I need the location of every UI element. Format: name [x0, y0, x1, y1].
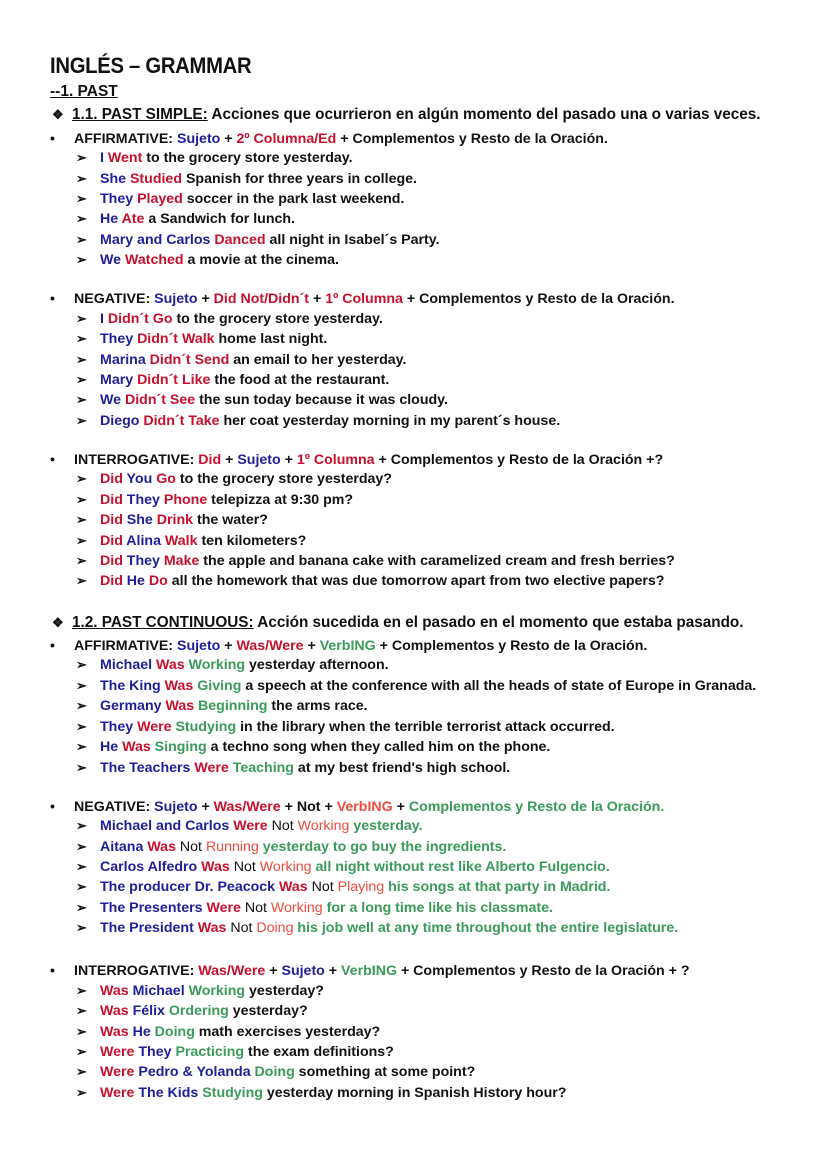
text-segment: Complementos y Resto de la Oración.	[408, 799, 665, 815]
text-segment: in the library when the terrible terrorist attack occurred.	[236, 719, 615, 735]
text-segment: Did	[100, 492, 127, 508]
text-segment: the water?	[193, 512, 268, 528]
arrow-bullet-icon: ➢	[76, 252, 87, 267]
example-sentence	[76, 391, 448, 409]
arrow-bullet-icon: ➢	[76, 839, 87, 854]
example-sentence	[76, 1043, 394, 1061]
arrow-bullet-icon: ➢	[76, 372, 87, 387]
text-segment: The President	[100, 920, 198, 936]
text-segment: Michael	[100, 657, 156, 673]
diamond-bullet-icon: ❖	[52, 107, 64, 122]
arrow-bullet-icon: ➢	[76, 413, 87, 428]
example-sentence	[76, 210, 295, 228]
text-segment: to the grocery store yesterday?	[175, 471, 392, 487]
rule-line	[50, 961, 690, 980]
text-segment: Make	[163, 553, 200, 569]
arrow-bullet-icon: ➢	[76, 171, 87, 186]
text-segment: Michael and Carlos	[100, 818, 234, 834]
text-segment: Went	[107, 150, 143, 166]
text-segment: Carlos Alfedro	[100, 859, 202, 875]
text-segment: +	[309, 291, 326, 307]
text-segment: math exercises yesterday?	[194, 1024, 381, 1040]
text-segment: Was	[100, 983, 133, 999]
text-segment: to the grocery store yesterday.	[172, 311, 383, 327]
text-segment: Alina	[126, 533, 165, 549]
text-segment: Was	[147, 839, 180, 855]
text-segment: +	[303, 638, 320, 654]
arrow-bullet-icon: ➢	[76, 859, 87, 874]
example-sentence	[76, 310, 383, 328]
text-segment: They	[138, 1044, 176, 1060]
text-segment: You	[126, 471, 157, 487]
text-segment: Michael	[132, 983, 189, 999]
text-segment: Didn´t See	[124, 392, 196, 408]
text-segment: 1º Columna	[296, 452, 375, 468]
text-segment: a movie at the cinema.	[183, 252, 339, 268]
text-segment: Marina	[100, 352, 150, 368]
text-segment: AFFIRMATIVE:	[74, 638, 177, 654]
example-sentence	[76, 491, 353, 509]
text-segment: an email to her yesterday.	[229, 352, 407, 368]
text-segment: yesterday morning in Spanish History hour?	[262, 1085, 567, 1101]
text-segment: Acción sucedida en el pasado en el momento que estaba pasando.	[253, 614, 744, 631]
text-segment: +	[280, 452, 297, 468]
text-segment: Working	[188, 983, 246, 999]
rule-line	[50, 636, 647, 655]
text-segment: Playing	[337, 879, 385, 895]
text-segment: He	[100, 739, 123, 755]
text-segment: Walk	[164, 533, 198, 549]
text-segment: Singing	[154, 739, 207, 755]
text-segment: NEGATIVE:	[74, 291, 155, 307]
rule-line	[50, 797, 664, 816]
text-segment: I	[100, 311, 108, 327]
text-segment: all night in Isabel´s Party.	[265, 232, 440, 248]
arrow-bullet-icon: ➢	[76, 191, 87, 206]
text-segment: Were	[137, 719, 176, 735]
text-segment: Sujeto	[176, 131, 221, 147]
text-segment: yesterday to go buy the ingredients.	[258, 839, 507, 855]
text-segment: Were	[100, 1085, 139, 1101]
example-sentence	[76, 858, 610, 876]
text-segment: Sujeto	[154, 291, 198, 307]
text-segment: VerbING	[341, 963, 397, 979]
text-segment: +	[197, 799, 214, 815]
text-segment: The Teachers	[100, 760, 195, 776]
example-sentence	[76, 899, 553, 917]
example-sentence	[76, 552, 675, 570]
text-segment: soccer in the park last weekend.	[182, 191, 405, 207]
text-segment: +	[197, 291, 214, 307]
text-segment: +	[265, 963, 282, 979]
text-segment: the food at the restaurant.	[210, 372, 390, 388]
text-segment: Studying	[202, 1085, 263, 1101]
arrow-bullet-icon: ➢	[76, 1044, 87, 1059]
example-sentence	[76, 572, 664, 590]
text-segment: her coat yesterday morning in my parent´s house.	[219, 413, 561, 429]
example-sentence	[76, 1023, 380, 1041]
text-segment: +	[324, 963, 342, 979]
example-sentence	[76, 677, 756, 695]
text-segment: a Sandwich for lunch.	[144, 211, 295, 227]
arrow-bullet-icon: ➢	[76, 553, 87, 568]
arrow-bullet-icon: ➢	[76, 471, 87, 486]
text-segment: all night without rest like Alberto Fulgencio.	[311, 859, 610, 875]
example-sentence	[76, 759, 510, 777]
text-segment: Doing	[154, 1024, 195, 1040]
arrow-bullet-icon: ➢	[76, 1085, 87, 1100]
text-segment: The King	[100, 678, 165, 694]
arrow-bullet-icon: ➢	[76, 150, 87, 165]
example-sentence	[76, 170, 417, 188]
text-segment: Was	[165, 698, 199, 714]
example-sentence	[76, 511, 268, 529]
text-segment: The Kids	[138, 1085, 203, 1101]
text-segment: Running	[205, 839, 259, 855]
bullet-icon: •	[50, 962, 55, 978]
example-sentence	[76, 149, 353, 167]
text-segment: at my best friend's high school.	[293, 760, 511, 776]
text-segment: Not	[244, 900, 271, 916]
arrow-bullet-icon: ➢	[76, 900, 87, 915]
text-segment: Didn´t Take	[143, 413, 220, 429]
text-segment: his job well at any time throughout the entire legislature.	[293, 920, 679, 936]
text-segment: They	[100, 719, 138, 735]
text-segment: Doing	[256, 920, 294, 936]
text-segment: Practicing	[175, 1044, 245, 1060]
text-segment: Félix	[132, 1003, 169, 1019]
text-segment: 1.2. PAST CONTINUOUS:	[72, 614, 254, 631]
bullet-icon: •	[50, 451, 55, 467]
text-segment: Pedro & Yolanda	[138, 1064, 255, 1080]
example-sentence	[76, 838, 506, 856]
arrow-bullet-icon: ➢	[76, 1064, 87, 1079]
text-segment: He	[132, 1024, 155, 1040]
text-segment: Giving	[197, 678, 242, 694]
text-segment: INTERROGATIVE:	[74, 452, 199, 468]
arrow-bullet-icon: ➢	[76, 331, 87, 346]
arrow-bullet-icon: ➢	[76, 311, 87, 326]
text-segment: Were	[100, 1044, 139, 1060]
text-segment: the exam definitions?	[244, 1044, 394, 1060]
section-heading	[52, 614, 744, 632]
text-segment: all the homework that was due tomorrow apart from two elective papers?	[167, 573, 665, 589]
example-sentence	[76, 1063, 475, 1081]
arrow-bullet-icon: ➢	[76, 698, 87, 713]
text-segment: Were	[100, 1064, 139, 1080]
text-segment: Were	[233, 818, 272, 834]
text-segment: +	[392, 799, 409, 815]
text-segment: I	[100, 150, 108, 166]
text-segment: Did	[100, 533, 127, 549]
text-segment: Studied	[129, 171, 182, 187]
text-segment: to the grocery store yesterday.	[142, 150, 353, 166]
text-segment: for a long time like his classmate.	[322, 900, 553, 916]
bullet-icon: •	[50, 130, 55, 146]
example-sentence	[76, 330, 327, 348]
example-sentence	[76, 412, 560, 430]
text-segment: his songs at that party in Madrid.	[384, 879, 611, 895]
text-segment: We	[100, 392, 125, 408]
text-segment: The producer Dr. Peacock	[100, 879, 279, 895]
diamond-bullet-icon: ❖	[52, 615, 64, 630]
text-segment: Teaching	[232, 760, 294, 776]
text-segment: Did Not/Didn´t	[213, 291, 310, 307]
arrow-bullet-icon: ➢	[76, 760, 87, 775]
text-segment: Not	[230, 920, 257, 936]
text-segment: Ate	[121, 211, 145, 227]
text-segment: They	[100, 191, 138, 207]
text-segment: Was	[164, 678, 198, 694]
arrow-bullet-icon: ➢	[76, 678, 87, 693]
arrow-bullet-icon: ➢	[76, 1024, 87, 1039]
arrow-bullet-icon: ➢	[76, 719, 87, 734]
text-segment: Played	[137, 191, 183, 207]
text-segment: VerbING	[319, 638, 376, 654]
arrow-bullet-icon: ➢	[76, 512, 87, 527]
text-segment: She	[126, 512, 157, 528]
text-segment: Didn´t Send	[149, 352, 230, 368]
text-segment: Phone	[163, 492, 208, 508]
text-segment: Studying	[175, 719, 237, 735]
text-segment: Was	[197, 920, 231, 936]
text-segment: INTERROGATIVE:	[74, 963, 199, 979]
arrow-bullet-icon: ➢	[76, 920, 87, 935]
section-heading	[52, 106, 761, 124]
text-segment: Were	[194, 760, 233, 776]
text-segment: VerbING	[336, 799, 393, 815]
text-segment: Germany	[100, 698, 166, 714]
example-sentence	[76, 190, 404, 208]
example-sentence	[76, 1084, 566, 1102]
text-segment: Was/Were	[198, 963, 266, 979]
text-segment: +	[221, 452, 238, 468]
page-title: INGLÉS – GRAMMAR	[50, 53, 252, 78]
text-segment: Mary and Carlos	[100, 232, 215, 248]
example-sentence	[76, 656, 389, 674]
bullet-icon: •	[50, 290, 55, 306]
text-segment: Did	[100, 573, 127, 589]
text-segment: Did	[100, 553, 127, 569]
text-segment: Was	[100, 1003, 133, 1019]
text-segment: yesterday?	[228, 1003, 308, 1019]
arrow-bullet-icon: ➢	[76, 533, 87, 548]
text-segment: Mary	[100, 372, 138, 388]
text-segment: Go	[156, 471, 176, 487]
example-sentence	[76, 351, 406, 369]
text-segment: the apple and banana cake with caramelized cream and fresh berries?	[199, 553, 675, 569]
text-segment: ten kilometers?	[197, 533, 307, 549]
example-sentence	[76, 251, 339, 269]
text-segment: The Presenters	[100, 900, 207, 916]
example-sentence	[76, 371, 389, 389]
text-segment: NEGATIVE:	[74, 799, 155, 815]
text-segment: Acciones que ocurrieron en algún momento del pasado una o varias veces.	[207, 106, 761, 123]
text-segment: We	[100, 252, 125, 268]
arrow-bullet-icon: ➢	[76, 879, 87, 894]
text-segment: yesterday?	[245, 983, 324, 999]
text-segment: They	[126, 492, 164, 508]
text-segment: Was	[122, 739, 155, 755]
text-segment: + Complementos y Resto de la Oración.	[375, 638, 648, 654]
text-segment: They	[126, 553, 164, 569]
text-segment: telepizza at 9:30 pm?	[207, 492, 354, 508]
text-segment: Was/Were	[213, 799, 281, 815]
example-sentence	[76, 817, 423, 835]
text-segment: Didn´t Go	[107, 311, 173, 327]
example-sentence	[76, 470, 392, 488]
text-segment: Diego	[100, 413, 144, 429]
text-segment: Were	[206, 900, 245, 916]
text-segment: Watched	[124, 252, 184, 268]
arrow-bullet-icon: ➢	[76, 232, 87, 247]
text-segment: + Complementos y Resto de la Oración +?	[374, 452, 664, 468]
example-sentence	[76, 697, 368, 715]
text-segment: 1.1. PAST SIMPLE:	[72, 106, 208, 123]
arrow-bullet-icon: ➢	[76, 983, 87, 998]
text-segment: Do	[148, 573, 168, 589]
example-sentence	[76, 1002, 308, 1020]
text-segment: Working	[297, 818, 350, 834]
arrow-bullet-icon: ➢	[76, 211, 87, 226]
text-segment: Aitana	[100, 839, 148, 855]
text-segment: Was	[155, 657, 189, 673]
text-segment: Doing	[254, 1064, 295, 1080]
text-segment: He	[126, 573, 149, 589]
rule-line	[50, 129, 608, 148]
text-segment: Was	[279, 879, 312, 895]
text-segment: Sujeto	[154, 799, 198, 815]
example-sentence	[76, 231, 440, 249]
text-segment: Working	[188, 657, 246, 673]
arrow-bullet-icon: ➢	[76, 739, 87, 754]
example-sentence	[76, 532, 306, 550]
text-segment: Did	[198, 452, 222, 468]
text-segment: Beginning	[198, 698, 268, 714]
text-segment: Not	[271, 818, 298, 834]
example-sentence	[76, 738, 550, 756]
text-segment: Did	[100, 512, 127, 528]
text-segment: + Complementos y Resto de la Oración + ?	[397, 963, 690, 979]
text-segment: Sujeto	[176, 638, 221, 654]
text-segment: They	[100, 331, 138, 347]
arrow-bullet-icon: ➢	[76, 492, 87, 507]
text-segment: Drink	[156, 512, 194, 528]
arrow-bullet-icon: ➢	[76, 573, 87, 588]
rule-line	[50, 450, 663, 469]
text-segment: Not	[311, 879, 338, 895]
arrow-bullet-icon: ➢	[76, 352, 87, 367]
text-segment: Danced	[214, 232, 266, 248]
text-segment: Spanish for three years in college.	[182, 171, 417, 187]
text-segment: a speech at the conference with all the heads of state of Europe in Granada.	[241, 678, 757, 694]
text-segment: Was	[201, 859, 234, 875]
bullet-icon: •	[50, 637, 55, 653]
text-segment: Didn´t Walk	[137, 331, 215, 347]
text-segment: Working	[270, 900, 323, 916]
text-segment: Not	[233, 859, 260, 875]
arrow-bullet-icon: ➢	[76, 1003, 87, 1018]
arrow-bullet-icon: ➢	[76, 657, 87, 672]
example-sentence	[76, 878, 610, 896]
text-segment: something at some point?	[294, 1064, 476, 1080]
text-segment: yesterday.	[349, 818, 423, 834]
example-sentence	[76, 919, 678, 937]
text-segment: yesterday afternoon.	[245, 657, 389, 673]
text-segment: + Complementos y Resto de la Oración.	[402, 291, 675, 307]
text-segment: home last night.	[214, 331, 328, 347]
text-segment: + Complementos y Resto de la Oración.	[336, 131, 608, 147]
text-segment: +	[220, 131, 237, 147]
text-segment: Sujeto	[281, 963, 325, 979]
text-segment: Didn´t Like	[137, 372, 211, 388]
text-segment: AFFIRMATIVE:	[74, 131, 177, 147]
text-segment: She	[100, 171, 130, 187]
text-segment: the sun today because it was cloudy.	[195, 392, 448, 408]
text-segment: 1º Columna	[325, 291, 403, 307]
text-segment: Working	[259, 859, 312, 875]
text-segment: + Not +	[280, 799, 337, 815]
text-segment: Did	[100, 471, 127, 487]
text-segment: Not	[179, 839, 206, 855]
text-segment: Ordering	[168, 1003, 229, 1019]
example-sentence	[76, 982, 324, 1000]
text-segment: He	[100, 211, 122, 227]
text-segment: Was/Were	[236, 638, 304, 654]
arrow-bullet-icon: ➢	[76, 392, 87, 407]
example-sentence	[76, 718, 615, 736]
rule-line	[50, 289, 675, 308]
section-heading-past: --1. PAST	[50, 83, 118, 100]
text-segment: Was	[100, 1024, 133, 1040]
text-segment: +	[220, 638, 237, 654]
text-segment: Sujeto	[237, 452, 281, 468]
text-segment: the arms race.	[267, 698, 368, 714]
text-segment: 2º Columna/Ed	[236, 131, 337, 147]
text-segment: a techno song when they called him on the phone.	[206, 739, 551, 755]
arrow-bullet-icon: ➢	[76, 818, 87, 833]
bullet-icon: •	[50, 798, 55, 814]
